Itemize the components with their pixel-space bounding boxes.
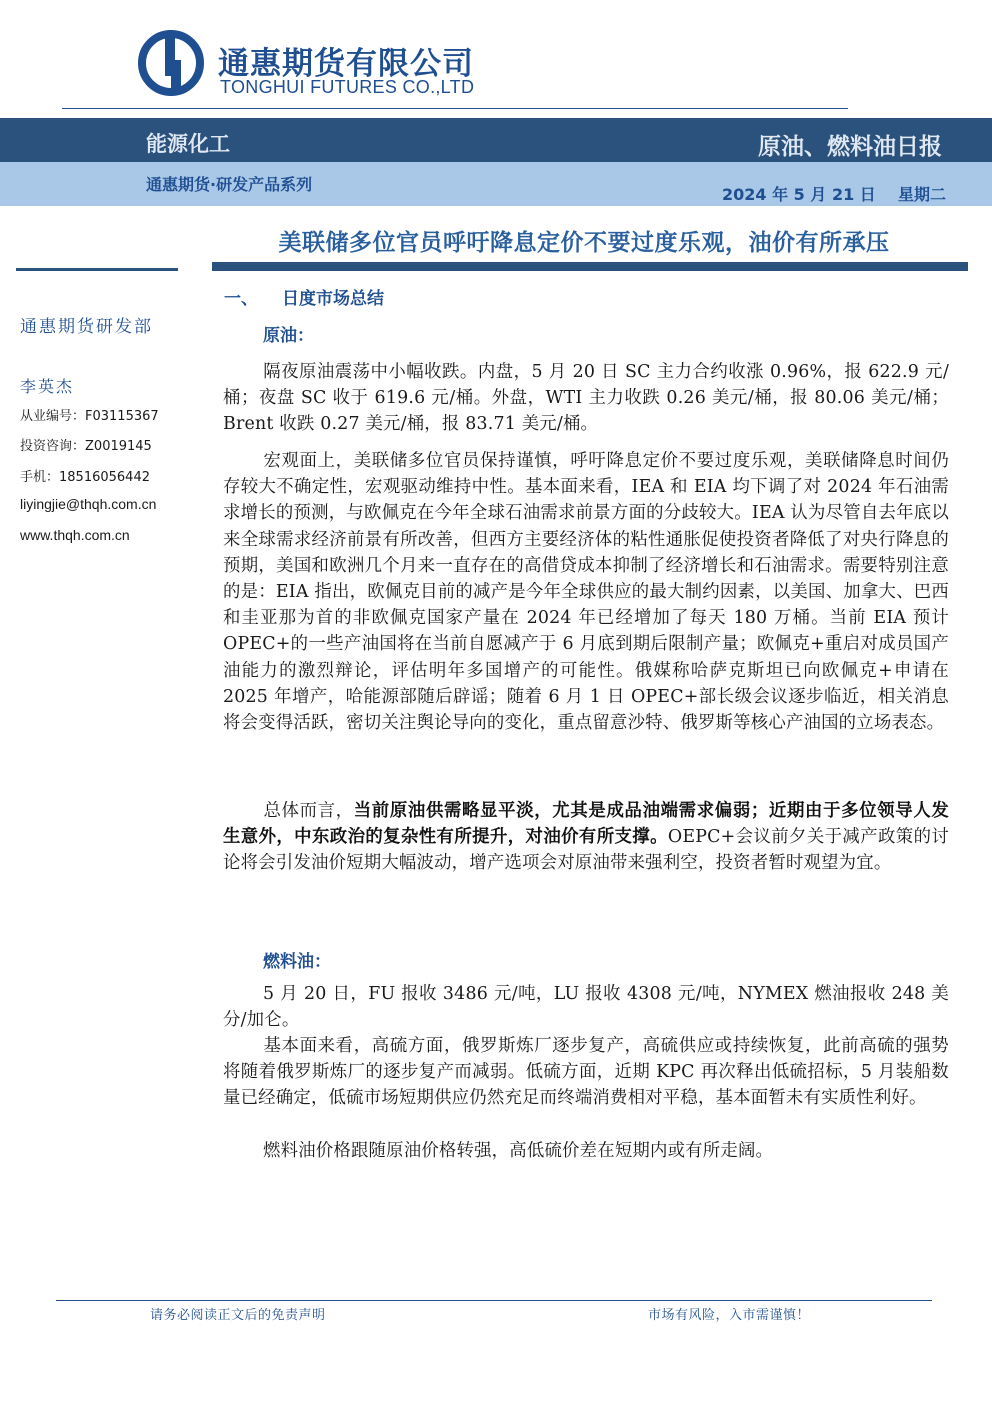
report-category: 能源化工 (146, 132, 230, 156)
company-logo-icon (138, 30, 204, 96)
fuel-p2-text: 基本面来看，高硫方面，俄罗斯炼厂逐步复产，高硫供应或持续恢复，此前高硫的强势将随着俄罗斯炼厂的逐步复产而减弱。低硫方面，近期 KPC 再次释出低硫招标，5 月装船数量已经确定，低硫市场短期供应仍然充足而终端消费相对平稳，基本面暂未有实质性利好。 (223, 1036, 949, 1109)
sidebar-email[interactable]: liyingjie@thqh.com.cn (20, 496, 157, 512)
crude-p3-lead: 总体而言， (263, 801, 354, 821)
logo-divider (62, 108, 848, 109)
headline-divider (212, 262, 968, 271)
fuel-p3-text: 燃料油价格跟随原油价格转强，高低硫价差在短期内或有所走阔。 (263, 1141, 774, 1161)
sidebar-department: 通惠期货研发部 (20, 317, 153, 337)
sidebar-license (20, 405, 159, 424)
crude-paragraph-1 (223, 359, 949, 438)
fuel-paragraph-3 (223, 1138, 949, 1164)
advisory-value: Z0019145 (85, 439, 152, 454)
phone-label: 手机： (20, 470, 60, 485)
fuel-paragraph-1 (223, 981, 949, 1033)
fuel-paragraph-2 (223, 1033, 949, 1112)
crude-paragraph-3 (223, 798, 949, 877)
crude-paragraph-2 (223, 448, 949, 736)
phone-value: 18516056442 (59, 470, 150, 485)
section-title (224, 284, 384, 309)
section-title-text: 日度市场总结 (282, 289, 384, 309)
footer-risk-note: 市场有风险，入市需谨慎！ (648, 1308, 811, 1323)
sidebar-phone (20, 466, 150, 485)
report-name: 原油、燃料油日报 (758, 134, 942, 160)
product-series: 通惠期货·研发产品系列 (146, 175, 313, 194)
license-value: F03115367 (85, 409, 159, 424)
section-number: 一、 (224, 289, 258, 309)
report-date: 2024 年 5 月 21 日 (722, 185, 876, 204)
fuel-p1-text: 5 月 20 日，FU 报收 3486 元/吨，LU 报收 4308 元/吨，NYMEX 燃油报收 248 美分/加仑。 (223, 984, 949, 1031)
crude-title: 原油： (263, 326, 314, 346)
footer-disclaimer[interactable]: 请务必阅读正文后的免责声明 (150, 1308, 326, 1323)
crude-p1-text: 隔夜原油震荡中小幅收跌。内盘，5 月 20 日 SC 主力合约收涨 0.96%，报 622.9 元/桶；夜盘 SC 收于 619.6 元/桶。外盘，WTI 主力收跌 0.26 美元/桶，报 80.06 美元/桶；Brent 收跌 0.27 美元/桶，报 83.71 美元/桶。 (223, 362, 949, 435)
license-label: 从业编号： (20, 409, 86, 424)
sidebar-website[interactable]: www.thqh.com.cn (20, 527, 130, 543)
sidebar-analyst: 李英杰 (20, 377, 75, 396)
report-weekday: 星期二 (898, 185, 947, 204)
crude-p3-rest: OEPC+会议前夕关于减产政策的讨论将会引发油价短期大幅波动，增产选项会对原油带来强利空，投资者暂时观望为宜。 (223, 827, 949, 874)
crude-p2-text: 宏观面上，美联储多位官员保持谨慎，呼吁降息定价不要过度乐观，美联储降息时间仍存较大不确定性，宏观驱动维持中性。基本面来看，IEA 和 EIA 均下调了对 2024 年石油需求增长的预测，与欧佩克在今年全球石油需求前景方面的分歧较大。IEA 认为尽管自去年底以来全球需求经济前景有所改善，但西方主要经济体的粘性通胀促使投资者降低了对央行降息的预期，美国和欧洲几个月来一直存在的高借贷成本抑制了经济增长和石油需求。需要特别注意的是：EIA 指出，欧佩克目前的减产是今年全球供应的最大制约因素，以美国、加拿大、巴西和圭亚那为首的非欧佩克国家产量在 2024 年已经增加了每天 180 万桶。当前 EIA 预计 OPEC+的一些产油国将在当前自愿减产于 6 月底到期后限制产量；欧佩克+重启对成员国产油能力的激烈辩论，评估明年多国增产的可能性。俄媒称哈萨克斯坦已向欧佩克+申请在 2025 年增产，哈能源部随后辟谣；随着 6 月 1 日 OPEC+部长级会议逐步临近，相关消息将会变得活跃，密切关注舆论导向的变化，重点留意沙特、俄罗斯等核心产油国的立场表态。 (223, 451, 949, 734)
sidebar-advisory (20, 435, 152, 454)
company-name-cn: 通惠期货有限公司 (218, 46, 474, 82)
crude-p3-highlight: 当前原油供需略显平淡，尤其是成品油端需求偏弱；近期由于多位领导人发生意外，中东政治的复杂性有所提升，对油价有所支撑。 (223, 801, 949, 848)
page-title: 美联储多位官员呼吁降息定价不要过度乐观，油价有所承压 (278, 230, 890, 256)
advisory-label: 投资咨询： (20, 439, 86, 454)
company-name-en: TONGHUI FUTURES CO.,LTD (220, 77, 475, 97)
sidebar-divider (16, 268, 178, 271)
footer-divider (56, 1300, 932, 1301)
fuel-title: 燃料油： (263, 952, 331, 972)
